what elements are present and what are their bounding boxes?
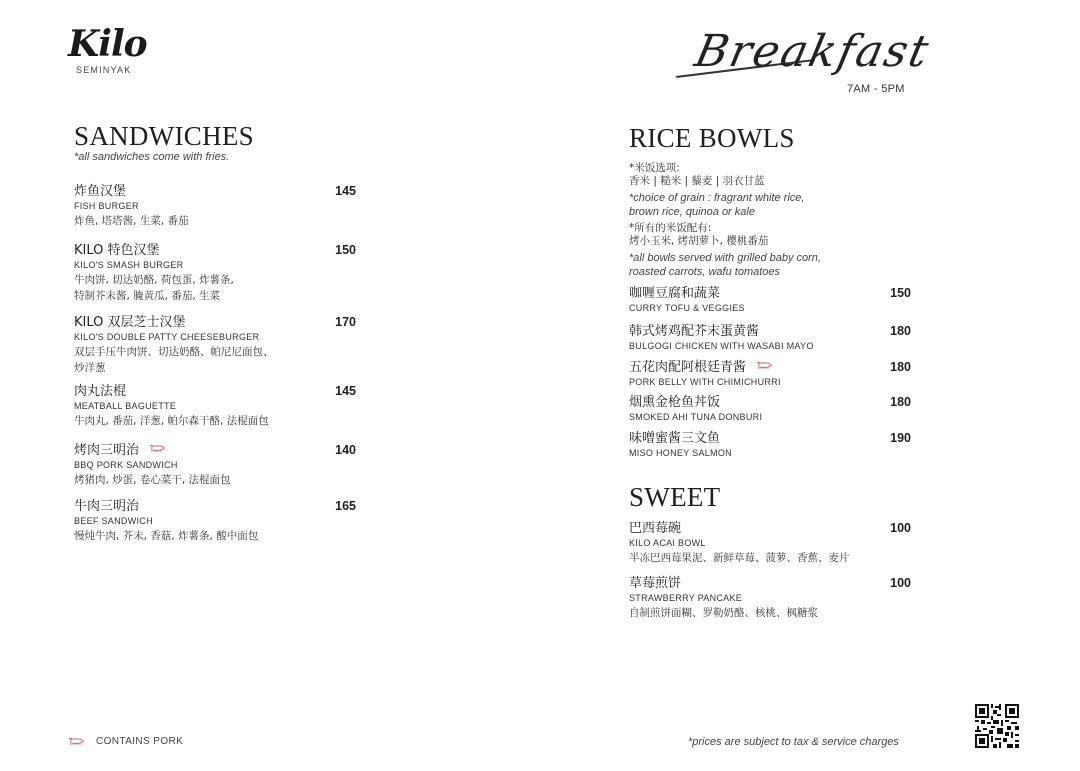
item-name-zh-wrap bbox=[74, 442, 359, 459]
item-name-en: PORK BELLY WITH CHIMICHURRI bbox=[629, 377, 781, 387]
menu-item bbox=[629, 394, 914, 424]
item-desc: 慢炖牛肉, 芥末, 香菇, 炸薯条, 酸中面包 bbox=[74, 530, 259, 542]
menu-item bbox=[629, 520, 914, 566]
menu-item bbox=[629, 285, 914, 315]
pig-icon bbox=[756, 361, 772, 370]
item-name-zh: 巴西莓碗 bbox=[629, 521, 682, 536]
item-name-en: MISO HONEY SALMON bbox=[629, 448, 732, 458]
tax-note: *prices are subject to tax & service charges bbox=[688, 736, 899, 748]
menu-item bbox=[629, 323, 914, 353]
item-name-zh: 咖喱豆腐和蔬菜 bbox=[629, 286, 721, 301]
grain-note-zh-label: *米饭选项: bbox=[629, 162, 680, 174]
item-price: 100 bbox=[890, 576, 911, 590]
item-name-en: MEATBALL BAGUETTE bbox=[74, 401, 177, 411]
grain-note-zh: 香米 | 糙米 | 藜麦 | 羽衣甘蓝 bbox=[629, 175, 765, 187]
menu-item bbox=[74, 498, 359, 544]
menu-item bbox=[74, 383, 359, 429]
logo-location: SEMINYAK bbox=[76, 65, 132, 75]
sandwiches-section bbox=[74, 121, 359, 544]
item-desc: 烤猪肉, 炒蛋, 卷心菜干, 法棍面包 bbox=[74, 474, 231, 486]
item-desc: 牛肉丸, 番茄, 洋葱, 帕尔森干酪, 法棍面包 bbox=[74, 415, 269, 427]
item-name-zh-wrap bbox=[629, 359, 914, 376]
section-title: SWEET bbox=[629, 482, 721, 512]
grain-note-en: brown rice, quinoa or kale bbox=[629, 206, 755, 218]
brand-logo bbox=[68, 23, 148, 75]
item-name-zh: KILO 双层芝士汉堡 bbox=[74, 315, 186, 330]
item-price: 170 bbox=[335, 315, 356, 329]
served-note-en: roasted carrots, wafu tomatoes bbox=[629, 266, 781, 278]
item-desc: 双层手压牛肉饼、切达奶酪、帕尼尼面包、 bbox=[74, 346, 274, 358]
menu-item bbox=[629, 575, 914, 621]
menu-title: Breakfast bbox=[690, 26, 935, 77]
item-name-zh: 韩式烤鸡配芥末蛋黄酱 bbox=[629, 324, 760, 339]
pig-icon bbox=[149, 444, 165, 453]
menu-item bbox=[74, 242, 359, 304]
qr-code-icon[interactable] bbox=[975, 704, 1019, 748]
item-desc: 半冻巴西莓果泥、新鲜草莓、菠萝、香蕉、麦片 bbox=[629, 552, 850, 564]
item-name-en: FISH BURGER bbox=[74, 201, 139, 211]
section-note: *all sandwiches come with fries. bbox=[74, 151, 230, 163]
item-name-zh: 牛肉三明治 bbox=[74, 499, 140, 514]
item-price: 100 bbox=[890, 521, 911, 535]
item-price: 180 bbox=[890, 324, 911, 338]
item-desc: 自制煎饼面糊、罗勒奶酪、核桃、枫糖浆 bbox=[629, 607, 818, 619]
section-title: SANDWICHES bbox=[74, 121, 255, 151]
item-name-zh: 肉丸法棍 bbox=[74, 384, 127, 399]
menu-item bbox=[74, 183, 359, 229]
item-price: 140 bbox=[335, 443, 356, 457]
item-name-zh: 草莓煎饼 bbox=[629, 576, 682, 591]
item-name-en: CURRY TOFU & VEGGIES bbox=[629, 303, 745, 313]
item-name-zh: 味噌蜜酱三文鱼 bbox=[629, 431, 721, 446]
served-note-en: *all bowls served with grilled baby corn, bbox=[629, 252, 821, 264]
item-desc: 炒洋葱 bbox=[74, 362, 106, 374]
served-note-zh: 烤小玉米, 烤胡萝卜, 樱桃番茄 bbox=[629, 235, 769, 247]
rice-bowl-notes bbox=[629, 162, 914, 279]
item-name-zh: 五花肉配阿根廷青酱 bbox=[629, 360, 747, 375]
item-price: 190 bbox=[890, 431, 911, 445]
menu-item bbox=[629, 359, 914, 389]
item-desc: 炸鱼, 塔塔酱, 生菜, 番茄 bbox=[74, 215, 189, 227]
item-price: 150 bbox=[335, 243, 356, 257]
served-note-zh-label: *所有的米饭配有: bbox=[629, 222, 712, 234]
item-name-en: SMOKED AHI TUNA DONBURI bbox=[629, 412, 763, 422]
item-name-en: KILO ACAI BOWL bbox=[629, 538, 706, 548]
item-name-en: BBQ PORK SANDWICH bbox=[74, 460, 178, 470]
item-price: 150 bbox=[890, 286, 911, 300]
pork-legend-label: CONTAINS PORK bbox=[96, 736, 184, 747]
item-name-zh: 炸鱼汉堡 bbox=[74, 184, 127, 199]
item-name-en: KILO'S DOUBLE PATTY CHEESEBURGER bbox=[74, 332, 260, 342]
menu-item bbox=[74, 442, 359, 488]
rice-bowls-section bbox=[629, 123, 914, 621]
menu-hours: 7AM - 5PM bbox=[847, 83, 905, 95]
item-price: 145 bbox=[335, 184, 356, 198]
item-price: 145 bbox=[335, 384, 356, 398]
sweet-section bbox=[629, 482, 914, 621]
menu-item bbox=[629, 430, 914, 460]
item-price: 165 bbox=[335, 499, 356, 513]
item-name-en: BULGOGI CHICKEN WITH WASABI MAYO bbox=[629, 341, 814, 351]
item-price: 180 bbox=[890, 360, 911, 374]
pig-icon bbox=[68, 737, 84, 746]
logo-script: Kilo bbox=[68, 23, 147, 65]
item-name-zh: 烟熏金枪鱼丼饭 bbox=[629, 395, 721, 410]
item-name-en: KILO'S SMASH BURGER bbox=[74, 260, 184, 270]
menu-item bbox=[74, 314, 359, 376]
menu-title-block bbox=[676, 26, 935, 98]
item-name-en: BEEF SANDWICH bbox=[74, 516, 153, 526]
item-name-zh: 烤肉三明治 bbox=[74, 443, 140, 458]
pork-legend bbox=[68, 736, 183, 747]
item-name-zh: KILO 特色汉堡 bbox=[74, 243, 160, 258]
item-price: 180 bbox=[890, 395, 911, 409]
section-title: RICE BOWLS bbox=[629, 123, 795, 153]
grain-note-en: *choice of grain : fragrant white rice, bbox=[629, 192, 805, 204]
item-desc: 特制芥末酱, 腌黄瓜, 番茄, 生菜 bbox=[74, 290, 221, 302]
item-name-en: STRAWBERRY PANCAKE bbox=[629, 593, 743, 603]
item-desc: 牛肉饼, 切达奶酪, 荷包蛋, 炸薯条, bbox=[74, 274, 234, 286]
